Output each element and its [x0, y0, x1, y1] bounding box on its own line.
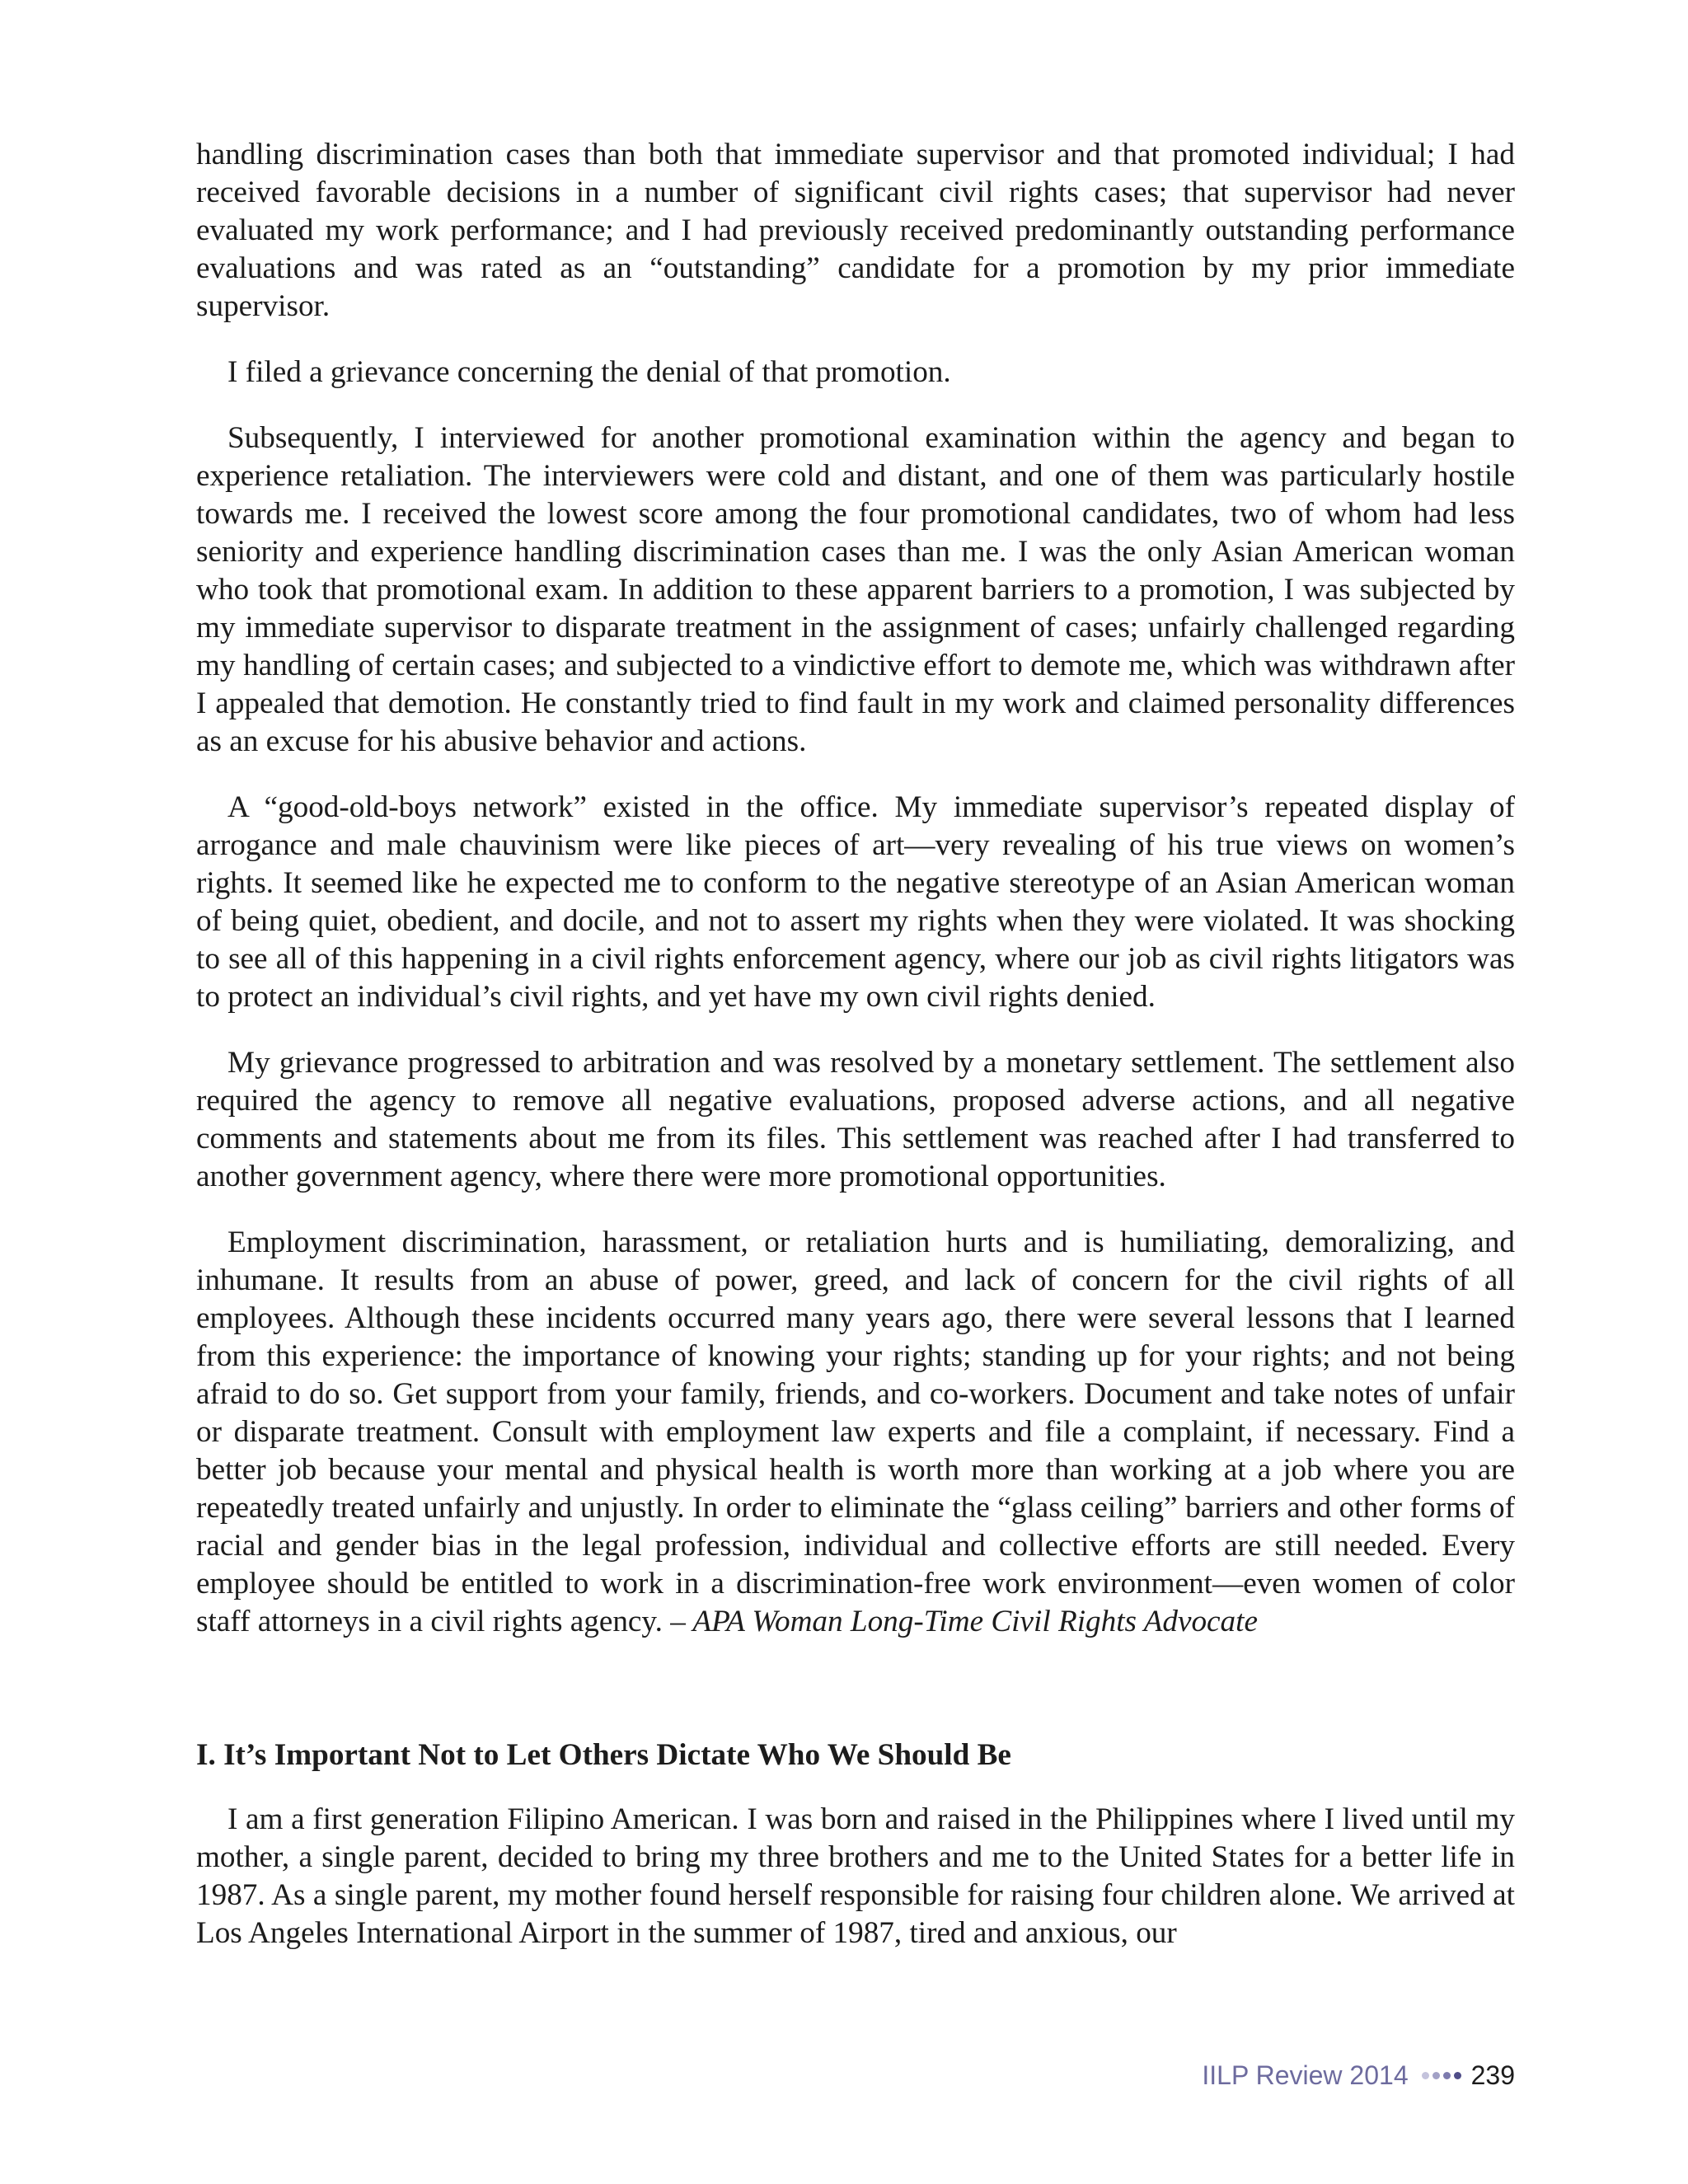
- attribution: – APA Woman Long-Time Civil Rights Advocate: [670, 1605, 1258, 1638]
- body-paragraph-6-text: Employment discrimination, harassment, or retaliation hurts and is humiliating, demoralizing, and inhumane. It results from an abuse of power, greed, and lack of concern for the civil rights of all employees. Although these incidents occurred many years ago, there were several lessons that I learned from this experience: the importance of knowing your rights; standing up for your rights; and not being afraid to do so. Get support from your family, friends, and co-workers. Document and take notes of unfair or disparate treatment. Consult with employment law experts and file a complaint, if necessary. Find a better job because your mental and physical health is worth more than working at a job where you are repeatedly treated unfairly and unjustly. In order to eliminate the “glass ceiling” barriers and other forms of racial and gender bias in the legal profession, individual and collective efforts are still needed. Every employee should be entitled to work in a discrimination-free work environment—even women of color staff attorneys in a civil rights agency.: [196, 1226, 1515, 1638]
- page-footer: [1202, 2059, 1515, 2092]
- body-paragraph-3: Subsequently, I interviewed for another promotional examination within the agency and began to experience retaliation. The interviewers were cold and distant, and one of them was particularly hostile towards me. I received the lowest score among the four promotional candidates, two of whom had less seniority and experience handling discrimination cases than me. I was the only Asian American woman who took that promotional exam. In addition to these apparent barriers to a promotion, I was subjected by my immediate supervisor to disparate treatment in the assignment of cases; unfairly challenged regarding my handling of certain cases; and subjected to a vindictive effort to demote me, which was withdrawn after I appealed that demotion. He constantly tried to find fault in my work and claimed personality differences as an excuse for his abusive behavior and actions.: [196, 421, 1515, 758]
- dot-icon: [1454, 2072, 1461, 2079]
- journal-title: IILP Review 2014: [1202, 2060, 1409, 2090]
- document-page: [196, 136, 1515, 1980]
- section-heading: I. It’s Important Not to Let Others Dictate Who We Should Be: [196, 1738, 1011, 1772]
- section-paragraph-1: I am a first generation Filipino American. I was born and raised in the Philippines where I lived until my mother, a single parent, decided to bring my three brothers and me to the United States for a better life in 1987. As a single parent, my mother found herself responsible for raising four children alone. We arrived at Los Angeles International Airport in the summer of 1987, tired and anxious, our: [196, 1802, 1515, 1950]
- body-paragraph-5: My grievance progressed to arbitration and was resolved by a monetary settlement. The settlement also required the agency to remove all negative evaluations, proposed adverse actions, and all negative comments and statements about me from its files. This settlement was reached after I had transferred to another government agency, where there were more promotional opportunities.: [196, 1046, 1515, 1193]
- dot-icon: [1422, 2072, 1429, 2079]
- dot-icon: [1432, 2072, 1440, 2079]
- footer-dots-ornament: [1420, 2072, 1463, 2079]
- body-paragraph-4: A “good-old-boys network” existed in the office. My immediate supervisor’s repeated display of arrogance and male chauvinism were like pieces of art—very revealing of his true views on women’s rights. It seemed like he expected me to conform to the negative stereotype of an Asian American woman of being quiet, obedient, and docile, and not to assert my rights when they were violated. It was shocking to see all of this happening in a civil rights enforcement agency, where our job as civil rights litigators was to protect an individual’s civil rights, and yet have my own civil rights denied.: [196, 790, 1515, 1014]
- body-paragraph-2: I filed a grievance concerning the denial of that promotion.: [227, 355, 951, 389]
- body-paragraph-6: [196, 1224, 1515, 1641]
- body-paragraph-1: handling discrimination cases than both that immediate supervisor and that promoted individual; I had received favorable decisions in a number of significant civil rights cases; that supervisor had never evaluated my work performance; and I had previously received predominantly outstanding performance evaluations and was rated as an “outstanding” candidate for a promotion by my prior immediate supervisor.: [196, 138, 1515, 323]
- page-number: 239: [1470, 2060, 1515, 2090]
- dot-icon: [1443, 2072, 1451, 2079]
